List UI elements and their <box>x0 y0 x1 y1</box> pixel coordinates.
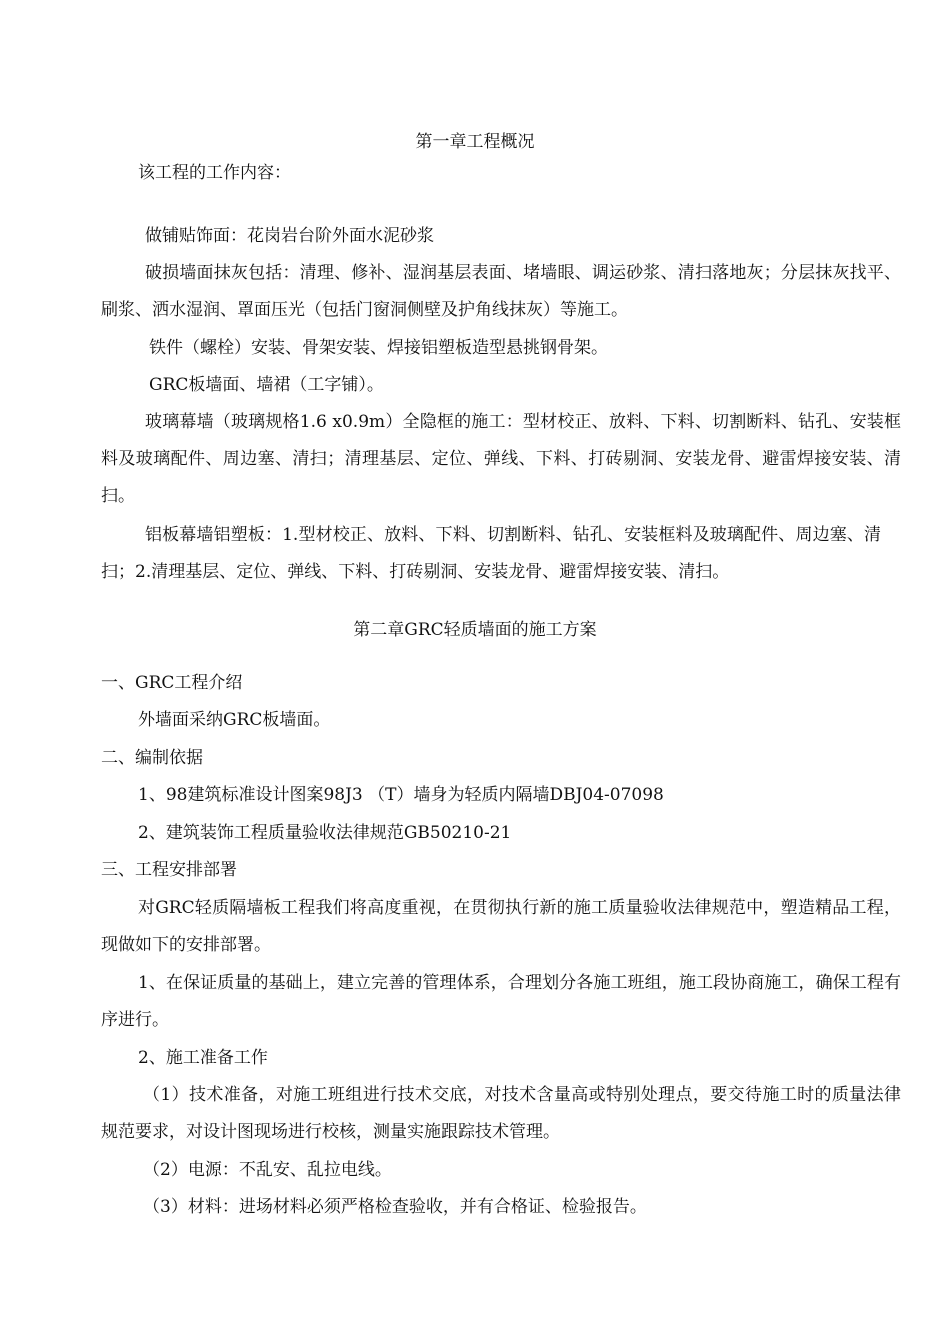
section-3-sub-2: （2）电源：不乱安、乱拉电线。 <box>143 1160 392 1180</box>
chapter1-item-4: GRC板墙面、墙裙（工字铺）。 <box>149 375 384 395</box>
section-3-heading: 三、工程安排部署 <box>101 860 237 880</box>
chapter1-intro: 该工程的工作内容： <box>138 163 291 183</box>
section-2-heading: 二、编制依据 <box>101 748 203 768</box>
section-1-text: 外墙面采纳GRC板墙面。 <box>138 710 331 730</box>
chapter1-item-2: 破损墙面抹灰包括：清理、修补、湿润基层表面、堵墙眼、调运砂浆、清扫落地灰；分层抹灰找平、刷浆、洒水湿润、罩面压光（包括门窗洞侧壁及护角线抹灰）等施工。 <box>101 263 901 320</box>
chapter1-item-6: 铝板幕墙铝塑板：1.型材校正、放料、下料、切割断料、钻孔、安装框料及玻璃配件、周边塞、清扫；2.清理基层、定位、弹线、下料、打砖剔洞、安装龙骨、避雷焊接安装、清扫。 <box>101 525 881 582</box>
section-3-intro: 对GRC轻质隔墙板工程我们将高度重视，在贯彻执行新的施工质量验收法律规范中，塑造精品工程，现做如下的安排部署。 <box>101 898 901 955</box>
section-3-sub-1: （1）技术准备，对施工班组进行技术交底，对技术含量高或特别处理点，要交待施工时的质量法律规范要求，对设计图现场进行校核，测量实施跟踪技术管理。 <box>101 1085 901 1142</box>
section-2-item-1: 1、98建筑标准设计图案98J3 （T）墙身为轻质内隔墙DBJ04-07098 <box>138 785 664 805</box>
chapter1-item-1: 做铺贴饰面：花岗岩台阶外面水泥砂浆 <box>145 226 434 246</box>
chapter1-title: 第一章工程概况 <box>415 132 535 152</box>
section-1-heading: 一、GRC工程介绍 <box>101 673 243 693</box>
section-3-item-2: 2、施工准备工作 <box>138 1048 268 1068</box>
chapter1-item-3: 铁件（螺栓）安装、骨架安装、焊接铝塑板造型悬挑钢骨架。 <box>149 338 608 358</box>
chapter1-item-5: 玻璃幕墙（玻璃规格1.6 x0.9m）全隐框的施工：型材校正、放料、下料、切割断料、钻孔、安装框料及玻璃配件、周边塞、清扫；清理基层、定位、弹线、下料、打砖剔洞、安装龙骨、避雷焊接安装、清扫。 <box>101 412 901 506</box>
section-3-sub-3: （3）材料：进场材料必须严格检查验收，并有合格证、检验报告。 <box>143 1197 647 1217</box>
section-2-item-2: 2、建筑装饰工程质量验收法律规范GB50210-21 <box>138 823 512 843</box>
chapter2-title: 第二章GRC轻质墙面的施工方案 <box>353 620 597 640</box>
section-3-item-1: 1、在保证质量的基础上，建立完善的管理体系，合理划分各施工班组，施工段协商施工，确保工程有序进行。 <box>101 973 901 1030</box>
